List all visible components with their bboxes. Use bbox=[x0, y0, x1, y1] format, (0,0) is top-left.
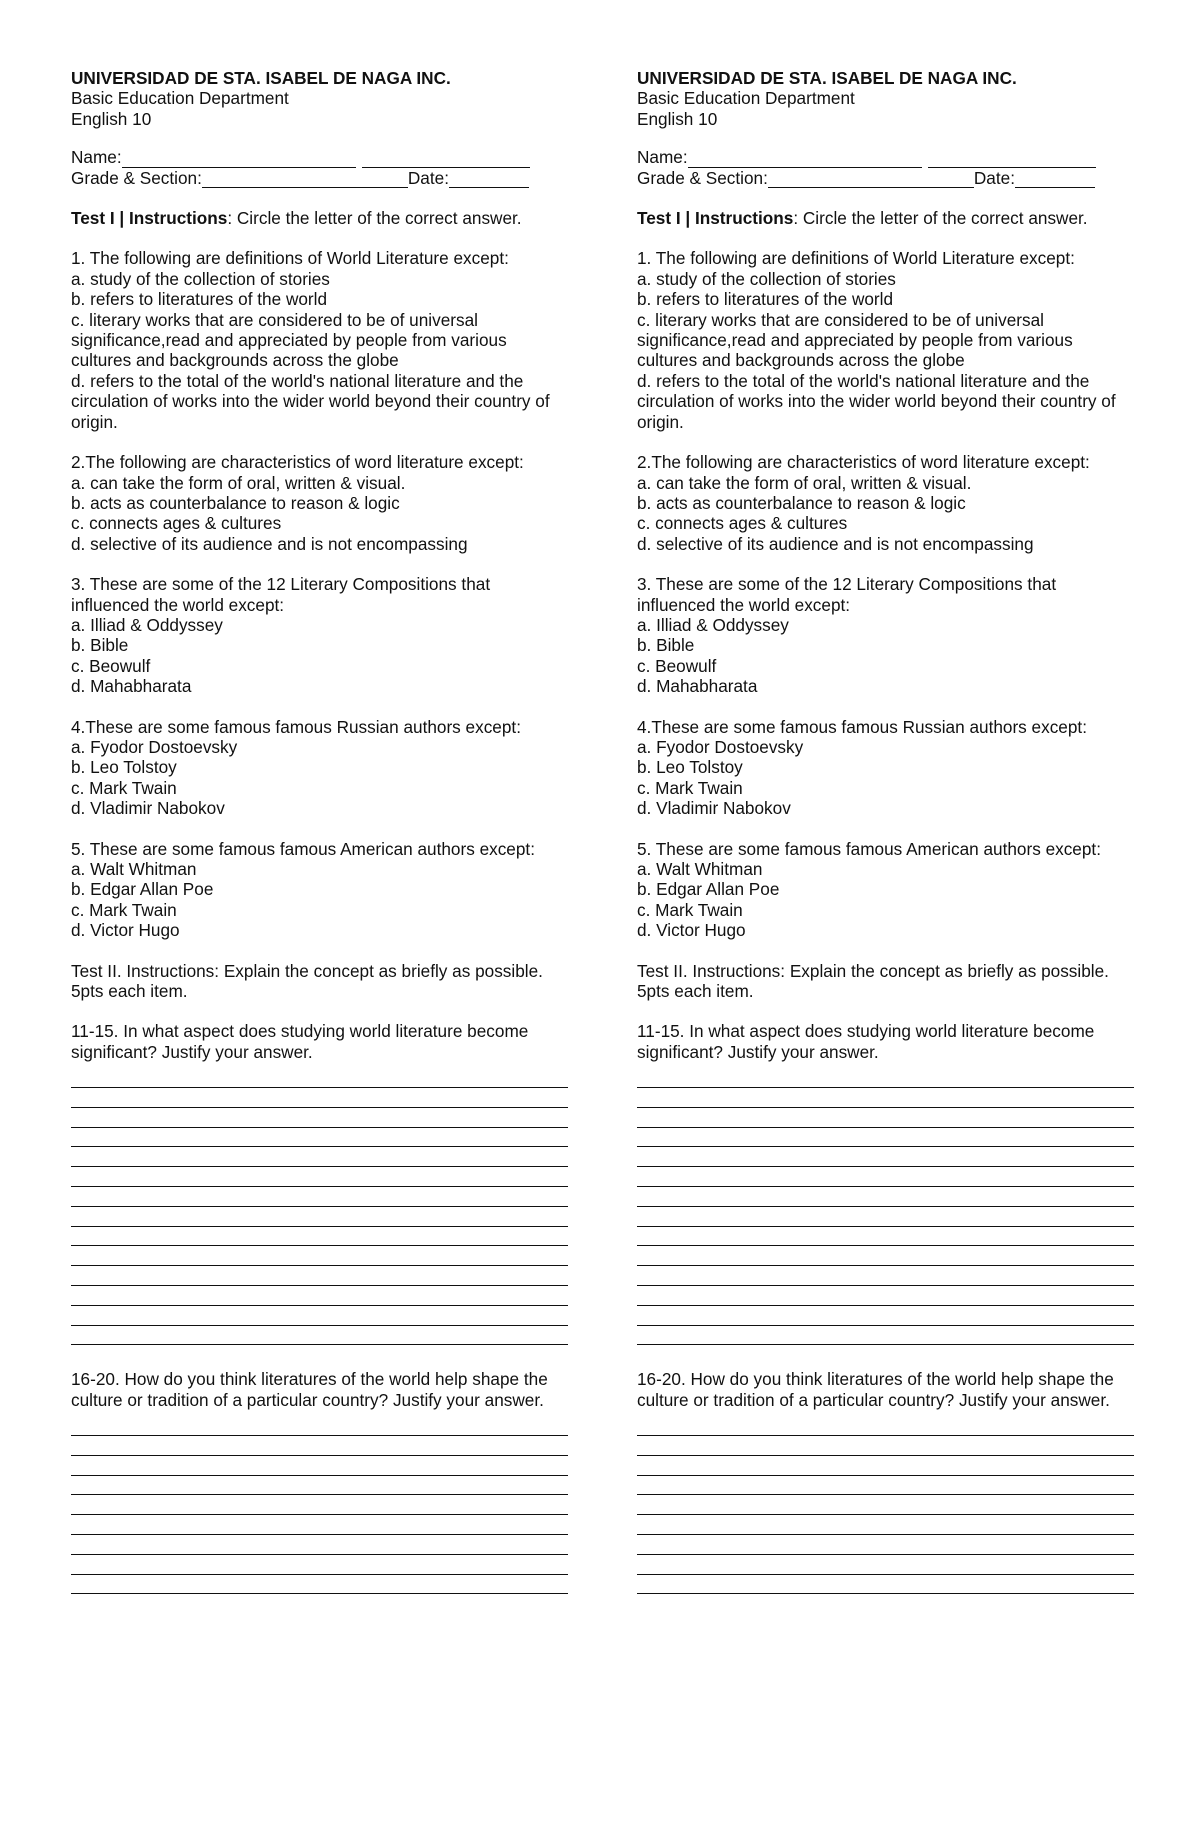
answer-line[interactable] bbox=[637, 1436, 1134, 1456]
answer-line[interactable] bbox=[71, 1187, 568, 1207]
answer-line[interactable] bbox=[71, 1068, 568, 1088]
answer-line[interactable] bbox=[637, 1266, 1134, 1286]
answer-option[interactable]: d. Vladimir Nabokov bbox=[71, 798, 225, 819]
answer-option[interactable]: b. Bible bbox=[637, 635, 695, 656]
answer-option[interactable]: a. can take the form of oral, written & visual. bbox=[71, 472, 406, 493]
name-blank-2[interactable] bbox=[928, 150, 1096, 168]
essay-prompt: 16-20. How do you think literatures of the world help shape the bbox=[71, 1369, 548, 1390]
question-stem: 1. The following are definitions of World Literature except: bbox=[637, 248, 1075, 269]
answer-line[interactable] bbox=[71, 1456, 568, 1476]
test2-instructions bbox=[71, 961, 568, 1002]
answer-line[interactable] bbox=[637, 1068, 1134, 1088]
essay-item bbox=[637, 1369, 1134, 1594]
answer-line[interactable] bbox=[71, 1476, 568, 1496]
answer-line[interactable] bbox=[71, 1266, 568, 1286]
question-stem: influenced the world except: bbox=[637, 594, 851, 615]
test1-instructions bbox=[71, 208, 568, 228]
answer-line[interactable] bbox=[71, 1495, 568, 1515]
answer-option[interactable]: c. Mark Twain bbox=[637, 777, 743, 798]
answer-option[interactable]: c. literary works that are considered to be of universal bbox=[71, 309, 478, 330]
question-item bbox=[637, 839, 1134, 941]
answer-option[interactable]: d. selective of its audience and is not encompassing bbox=[71, 533, 468, 554]
answer-lines bbox=[637, 1416, 1134, 1594]
name-blank[interactable] bbox=[688, 150, 922, 168]
answer-option[interactable]: b. Bible bbox=[71, 635, 129, 656]
question-stem: 4.These are some famous famous Russian authors except: bbox=[637, 716, 1087, 737]
essay-item bbox=[71, 1021, 568, 1345]
test2-line: Test II. Instructions: Explain the concept as briefly as possible. bbox=[637, 960, 1109, 981]
answer-line[interactable] bbox=[637, 1476, 1134, 1496]
answer-line[interactable] bbox=[71, 1436, 568, 1456]
answer-option[interactable]: d. selective of its audience and is not encompassing bbox=[637, 533, 1034, 554]
grade-section-label: Grade & Section: bbox=[637, 167, 768, 188]
essay-item bbox=[71, 1369, 568, 1594]
answer-line[interactable] bbox=[71, 1326, 568, 1346]
answer-option[interactable]: origin. bbox=[637, 411, 684, 432]
question-stem: 2.The following are characteristics of word literature except: bbox=[637, 452, 1090, 473]
answer-option[interactable]: c. Mark Twain bbox=[71, 899, 177, 920]
grade-section-label: Grade & Section: bbox=[71, 167, 202, 188]
essay-prompt: 16-20. How do you think literatures of the world help shape the bbox=[637, 1369, 1114, 1390]
answer-line[interactable] bbox=[71, 1088, 568, 1108]
answer-line[interactable] bbox=[71, 1128, 568, 1148]
answer-option[interactable]: b. acts as counterbalance to reason & logic bbox=[637, 492, 966, 513]
answer-line[interactable] bbox=[637, 1207, 1134, 1227]
essay-prompt: culture or tradition of a particular country? Justify your answer. bbox=[71, 1389, 544, 1410]
answer-line[interactable] bbox=[71, 1306, 568, 1326]
test1-label: Test I | Instructions bbox=[637, 208, 794, 229]
answer-option[interactable]: d. Victor Hugo bbox=[71, 920, 180, 941]
grade-row bbox=[71, 168, 568, 188]
answer-option[interactable]: a. study of the collection of stories bbox=[71, 268, 330, 289]
answer-line[interactable] bbox=[637, 1147, 1134, 1167]
answer-option[interactable]: c. literary works that are considered to be of universal bbox=[637, 309, 1044, 330]
essay-prompt: 11-15. In what aspect does studying world literature become bbox=[637, 1021, 1095, 1042]
answer-lines bbox=[71, 1416, 568, 1594]
test2-line: 5pts each item. bbox=[637, 981, 754, 1002]
answer-line[interactable] bbox=[637, 1227, 1134, 1247]
answer-line[interactable] bbox=[637, 1187, 1134, 1207]
date-label: Date: bbox=[973, 167, 1015, 188]
essays bbox=[637, 1021, 1134, 1594]
answer-option[interactable]: c. Beowulf bbox=[71, 655, 151, 676]
answer-line[interactable] bbox=[637, 1088, 1134, 1108]
answer-line[interactable] bbox=[71, 1227, 568, 1247]
test2-line: Test II. Instructions: Explain the concept as briefly as possible. bbox=[71, 960, 543, 981]
essay-prompt: culture or tradition of a particular country? Justify your answer. bbox=[637, 1389, 1110, 1410]
answer-line[interactable] bbox=[637, 1555, 1134, 1575]
name-label: Name: bbox=[71, 147, 122, 168]
name-blank-2[interactable] bbox=[362, 150, 530, 168]
question-item bbox=[637, 248, 1134, 432]
question-item bbox=[71, 248, 568, 432]
question-stem: 2.The following are characteristics of word literature except: bbox=[71, 452, 524, 473]
answer-option[interactable]: c. Beowulf bbox=[637, 655, 717, 676]
answer-option[interactable]: origin. bbox=[71, 411, 118, 432]
answer-option[interactable]: a. can take the form of oral, written & visual. bbox=[637, 472, 972, 493]
answer-option[interactable]: c. Mark Twain bbox=[637, 899, 743, 920]
question-item bbox=[637, 717, 1134, 819]
name-label: Name: bbox=[637, 147, 688, 168]
department-name: Basic Education Department bbox=[71, 88, 289, 109]
answer-line[interactable] bbox=[71, 1555, 568, 1575]
answer-line[interactable] bbox=[637, 1515, 1134, 1535]
subject-name: English 10 bbox=[637, 108, 718, 129]
question-stem: 4.These are some famous famous Russian authors except: bbox=[71, 716, 521, 737]
test1-text: : Circle the letter of the correct answer. bbox=[227, 208, 522, 229]
answer-option[interactable]: c. connects ages & cultures bbox=[71, 513, 282, 534]
answer-option[interactable]: a. Illiad & Oddyssey bbox=[637, 614, 789, 635]
answer-line[interactable] bbox=[637, 1456, 1134, 1476]
question-stem: 1. The following are definitions of World Literature except: bbox=[71, 248, 509, 269]
worksheet-copy-left bbox=[71, 68, 568, 1594]
subject-name: English 10 bbox=[71, 108, 152, 129]
question-item bbox=[637, 452, 1134, 554]
essay-prompt: 11-15. In what aspect does studying world literature become bbox=[71, 1021, 529, 1042]
answer-line[interactable] bbox=[637, 1128, 1134, 1148]
answer-line[interactable] bbox=[637, 1167, 1134, 1187]
essay-prompt: significant? Justify your answer. bbox=[71, 1041, 313, 1062]
answer-option[interactable]: a. study of the collection of stories bbox=[637, 268, 896, 289]
grade-section-blank[interactable] bbox=[768, 170, 974, 188]
question-stem: influenced the world except: bbox=[71, 594, 285, 615]
answer-option[interactable]: d. Victor Hugo bbox=[637, 920, 746, 941]
answer-line[interactable] bbox=[71, 1147, 568, 1167]
answer-line[interactable] bbox=[71, 1108, 568, 1128]
school-name: UNIVERSIDAD DE STA. ISABEL DE NAGA INC. bbox=[71, 68, 451, 88]
name-blank[interactable] bbox=[122, 150, 356, 168]
questions bbox=[71, 248, 568, 940]
answer-line[interactable] bbox=[637, 1535, 1134, 1555]
answer-option[interactable]: b. Edgar Allan Poe bbox=[637, 879, 780, 900]
answer-line[interactable] bbox=[637, 1326, 1134, 1346]
answer-option[interactable]: circulation of works into the wider world beyond their country of bbox=[71, 391, 550, 412]
test2-line: 5pts each item. bbox=[71, 981, 188, 1002]
answer-line[interactable] bbox=[71, 1416, 568, 1436]
question-item bbox=[71, 574, 568, 696]
date-blank[interactable] bbox=[1015, 170, 1095, 188]
answer-line[interactable] bbox=[637, 1306, 1134, 1326]
answer-option[interactable]: a. Illiad & Oddyssey bbox=[71, 614, 223, 635]
answer-option[interactable]: a. Fyodor Dostoevsky bbox=[71, 736, 238, 757]
test1-label: Test I | Instructions bbox=[71, 208, 228, 229]
answer-option[interactable]: d. Mahabharata bbox=[637, 676, 758, 697]
answer-option[interactable]: a. Fyodor Dostoevsky bbox=[637, 736, 804, 757]
school-name: UNIVERSIDAD DE STA. ISABEL DE NAGA INC. bbox=[637, 68, 1017, 88]
answer-option[interactable]: b. Leo Tolstoy bbox=[637, 757, 743, 778]
department-name: Basic Education Department bbox=[637, 88, 855, 109]
answer-option[interactable]: a. Walt Whitman bbox=[637, 859, 763, 879]
question-stem: 3. These are some of the 12 Literary Compositions that bbox=[71, 574, 491, 595]
answer-option[interactable]: b. refers to literatures of the world bbox=[71, 289, 328, 310]
answer-option[interactable]: a. Walt Whitman bbox=[71, 859, 197, 879]
worksheet-copy-right bbox=[637, 68, 1134, 1594]
grade-section-blank[interactable] bbox=[202, 170, 408, 188]
answer-option[interactable]: circulation of works into the wider world beyond their country of bbox=[637, 391, 1116, 412]
question-item bbox=[71, 839, 568, 941]
answer-option[interactable]: significance,read and appreciated by people from various bbox=[71, 330, 507, 351]
question-stem: 3. These are some of the 12 Literary Compositions that bbox=[637, 574, 1057, 595]
essays bbox=[71, 1021, 568, 1594]
question-item bbox=[71, 452, 568, 554]
answer-line[interactable] bbox=[71, 1535, 568, 1555]
answer-line[interactable] bbox=[71, 1246, 568, 1266]
answer-option[interactable]: cultures and backgrounds across the globe bbox=[637, 350, 965, 371]
answer-option[interactable]: c. Mark Twain bbox=[71, 777, 177, 798]
answer-option[interactable]: d. refers to the total of the world's national literature and the bbox=[71, 370, 524, 391]
answer-option[interactable]: d. Mahabharata bbox=[71, 676, 192, 697]
answer-option[interactable]: d. refers to the total of the world's national literature and the bbox=[637, 370, 1090, 391]
question-stem: 5. These are some famous famous American authors except: bbox=[71, 838, 535, 859]
name-row bbox=[71, 147, 568, 167]
essay-prompt: significant? Justify your answer. bbox=[637, 1041, 879, 1062]
name-row bbox=[637, 147, 1134, 167]
answer-line[interactable] bbox=[637, 1108, 1134, 1128]
answer-option[interactable]: b. Edgar Allan Poe bbox=[71, 879, 214, 900]
test1-instructions bbox=[637, 208, 1134, 228]
answer-line[interactable] bbox=[637, 1495, 1134, 1515]
question-stem: 5. These are some famous famous American authors except: bbox=[637, 838, 1101, 859]
answer-lines bbox=[71, 1068, 568, 1345]
question-item bbox=[71, 717, 568, 819]
answer-option[interactable]: cultures and backgrounds across the globe bbox=[71, 350, 399, 371]
answer-line[interactable] bbox=[71, 1515, 568, 1535]
answer-line[interactable] bbox=[637, 1246, 1134, 1266]
answer-option[interactable]: b. refers to literatures of the world bbox=[637, 289, 894, 310]
answer-option[interactable]: d. Vladimir Nabokov bbox=[637, 798, 791, 819]
answer-option[interactable]: c. connects ages & cultures bbox=[637, 513, 848, 534]
answer-line[interactable] bbox=[71, 1575, 568, 1595]
essay-item bbox=[637, 1021, 1134, 1345]
answer-line[interactable] bbox=[71, 1167, 568, 1187]
test1-text: : Circle the letter of the correct answer. bbox=[793, 208, 1088, 229]
answer-line[interactable] bbox=[637, 1575, 1134, 1595]
date-blank[interactable] bbox=[449, 170, 529, 188]
answer-line[interactable] bbox=[71, 1207, 568, 1227]
grade-row bbox=[637, 168, 1134, 188]
test2-instructions bbox=[637, 961, 1134, 1002]
answer-option[interactable]: b. acts as counterbalance to reason & logic bbox=[71, 492, 400, 513]
answer-option[interactable]: significance,read and appreciated by people from various bbox=[637, 330, 1073, 351]
question-item bbox=[637, 574, 1134, 696]
answer-line[interactable] bbox=[637, 1286, 1134, 1306]
date-label: Date: bbox=[407, 167, 449, 188]
questions bbox=[637, 248, 1134, 940]
answer-line[interactable] bbox=[71, 1286, 568, 1306]
answer-line[interactable] bbox=[637, 1416, 1134, 1436]
answer-option[interactable]: b. Leo Tolstoy bbox=[71, 757, 177, 778]
answer-lines bbox=[637, 1068, 1134, 1345]
